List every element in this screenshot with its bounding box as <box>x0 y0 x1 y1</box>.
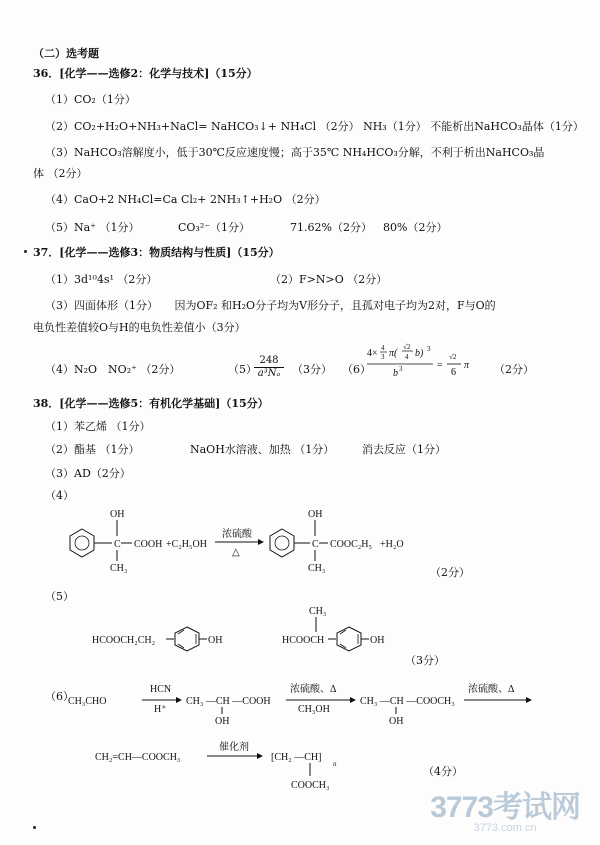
reagent-catalyst: 催化剂 <box>219 742 249 753</box>
q37-answer-5-label: （5） <box>228 363 257 376</box>
q36-answer-5-percent2: 80%（2分） <box>383 221 448 234</box>
svg-text:C: C <box>312 539 319 550</box>
arrow-icon <box>526 697 532 703</box>
reagent-acid: H⁺ <box>154 704 167 715</box>
oh-label: OH <box>370 635 385 646</box>
arrow-icon <box>350 697 356 703</box>
q37-answer-3b: 电负性差值较O与H的电负性差值小（3分） <box>33 321 246 334</box>
polymer-side-chain: COOCH₃ <box>291 780 330 791</box>
ethanol-label: +C₂H₅OH <box>166 539 207 550</box>
q38-title: 38．[化学——选修5：有机化学基础]（15分） <box>33 397 269 410</box>
q36-answer-3b: 体 （2分） <box>33 167 88 180</box>
q37-answer-5-score: （3分） <box>292 363 332 376</box>
q38-synthesis-route-line2 <box>95 738 375 802</box>
q38-answer-4-label: （4） <box>45 489 74 502</box>
heat-label: △ <box>232 547 240 558</box>
oh-label: OH <box>110 509 125 520</box>
svg-text:4×: 4× <box>367 348 378 359</box>
q38-answer-5-label: （5） <box>45 590 74 603</box>
svg-text:C: C <box>114 539 121 550</box>
section-title: （二）选考题 <box>33 47 99 60</box>
svg-text:b: b <box>393 368 398 379</box>
arrow-icon <box>257 753 263 759</box>
oh-label: OH <box>215 716 230 727</box>
ester-label: COOC₂H₅ <box>330 539 372 550</box>
q38-answer-3: （3）AD（2分） <box>45 467 131 480</box>
q37-answer-6-score: （2分） <box>494 363 534 376</box>
catalyst-label: 浓硫酸 <box>222 529 252 540</box>
q36-title: 36．[化学——选修2：化学与技术]（15分） <box>33 67 258 80</box>
q38-answer-4-score: （2分） <box>430 566 470 579</box>
svg-text:√2: √2 <box>403 343 411 351</box>
arrow-icon <box>176 697 182 703</box>
oh-label: OH <box>308 509 323 520</box>
reagent-methanol: CH₃OH <box>298 704 330 715</box>
q37-answer-5-fraction <box>254 355 284 380</box>
polymer-n: n <box>333 760 337 768</box>
benzene-ring-icon <box>175 627 199 651</box>
fraction-numerator: 248 <box>254 355 284 368</box>
q37-answer-3a: （3）四面体形（1分） 因为OF₂ 和H₂O分子均为V形分子，且孤对电子均为2对，F与O的 <box>45 299 496 312</box>
svg-text:6: 6 <box>451 367 456 378</box>
methyl-label: CH₃ <box>308 563 326 574</box>
q38-isomers-5 <box>90 605 420 675</box>
oh-label: OH <box>208 635 223 646</box>
formate-branch-label: HCOOCH <box>282 635 325 646</box>
q37-title: 37．[化学——选修3：物质结构与性质]（15分） <box>33 246 280 259</box>
q38-answer-2-ester: （2）酯基 （1分） <box>45 443 140 456</box>
q38-answer-2-reaction: 消去反应（1分） <box>362 443 446 456</box>
q38-reaction-4-scheme <box>60 505 440 575</box>
q36-answer-3a: （3）NaHCO₃溶解度小，低于30℃反应速度慢；高于35℃ NH₄HCO₃分解，不利于析出NaHCO₃晶 <box>45 146 545 159</box>
q37-answer-6-equation <box>365 340 485 388</box>
cooh-label: COOH <box>134 539 163 550</box>
methyl-label: CH₃ <box>309 606 327 617</box>
q36-answer-1: （1）CO₂（1分） <box>45 93 136 106</box>
svg-text:π(: π( <box>389 348 398 359</box>
q38-synthesis-route-line1 <box>68 680 538 728</box>
q36-answer-5-co3: CO₃²⁻（1分） <box>178 221 251 234</box>
q38-answer-6-score: （4分） <box>423 765 463 778</box>
svg-text:√2: √2 <box>449 353 457 361</box>
q36-answer-5-percent1: 71.62%（2分） <box>290 221 372 234</box>
q37-answer-4: （4）N₂O NO₂⁺ （2分） <box>45 363 181 376</box>
methyl-label: CH₃ <box>110 563 128 574</box>
reagent-esterify: 浓硫酸、Δ <box>290 684 337 695</box>
svg-text:3: 3 <box>427 345 431 353</box>
reagent-eliminate: 浓硫酸、Δ <box>468 684 515 695</box>
methyl-lactate-label: CH₃ —CH —COOCH₃ <box>360 696 455 707</box>
benzene-ring-icon <box>270 529 294 557</box>
benzene-ring-icon <box>337 627 361 651</box>
q38-answer-6-label: （6） <box>45 690 74 703</box>
margin-dot <box>24 250 27 253</box>
q37-answer-2: （2）F>N>O （2分） <box>270 273 388 286</box>
q38-answer-5-score: （3分） <box>405 654 445 667</box>
q38-answer-1: （1）苯乙烯 （1分） <box>45 420 151 433</box>
q37-answer-6-label: （6） <box>342 363 371 376</box>
q38-answer-2-condition: NaOH水溶液、加热 （1分） <box>190 443 335 456</box>
q36-answer-4: （4）CaO+2 NH₄Cl=Ca Cl₂+ 2NH₃↑+H₂O （2分） <box>45 193 326 206</box>
reagent-hcn: HCN <box>150 684 172 695</box>
water-label: +H₂O <box>380 539 404 550</box>
watermark-title: 3773考试网 <box>430 791 580 824</box>
svg-text:3: 3 <box>399 365 403 373</box>
oh-label: OH <box>389 716 404 727</box>
methyl-acrylate-label: CH₂=CH—COOCH₃ <box>95 752 181 763</box>
acetaldehyde-label: CH₃CHO <box>68 696 107 707</box>
arrow-icon <box>258 539 264 545</box>
fraction-denominator: a³Nₐ <box>257 368 281 379</box>
q36-answer-5-na: （5）Na⁺ （1分） <box>45 221 140 234</box>
q36-answer-2: （2）CO₂+H₂O+NH₃+NaCl= NaHCO₃↓+ NH₄Cl （2分） NH₃（1分） 不能析出NaHCO₃晶体（1分） <box>45 120 584 133</box>
margin-dot <box>33 826 36 829</box>
lactic-acid-label: CH₃ —CH —COOH <box>186 696 271 707</box>
svg-text:4: 4 <box>381 344 385 352</box>
svg-text:4: 4 <box>405 353 409 361</box>
q37-answer-1: （1）3d¹⁰4s¹ （2分） <box>45 273 158 286</box>
polymer-label: [CH₂ —CH] <box>271 752 322 763</box>
svg-text:3: 3 <box>381 353 385 361</box>
svg-text:π: π <box>464 360 470 371</box>
svg-text:=: = <box>437 360 443 371</box>
benzene-ring-icon <box>70 529 94 557</box>
formate-chain-label: HCOOCH₂CH₂ <box>92 635 156 646</box>
watermark-logo <box>430 782 580 834</box>
svg-text:b): b) <box>415 348 424 359</box>
watermark-url: 3773.com.cn <box>473 822 537 834</box>
